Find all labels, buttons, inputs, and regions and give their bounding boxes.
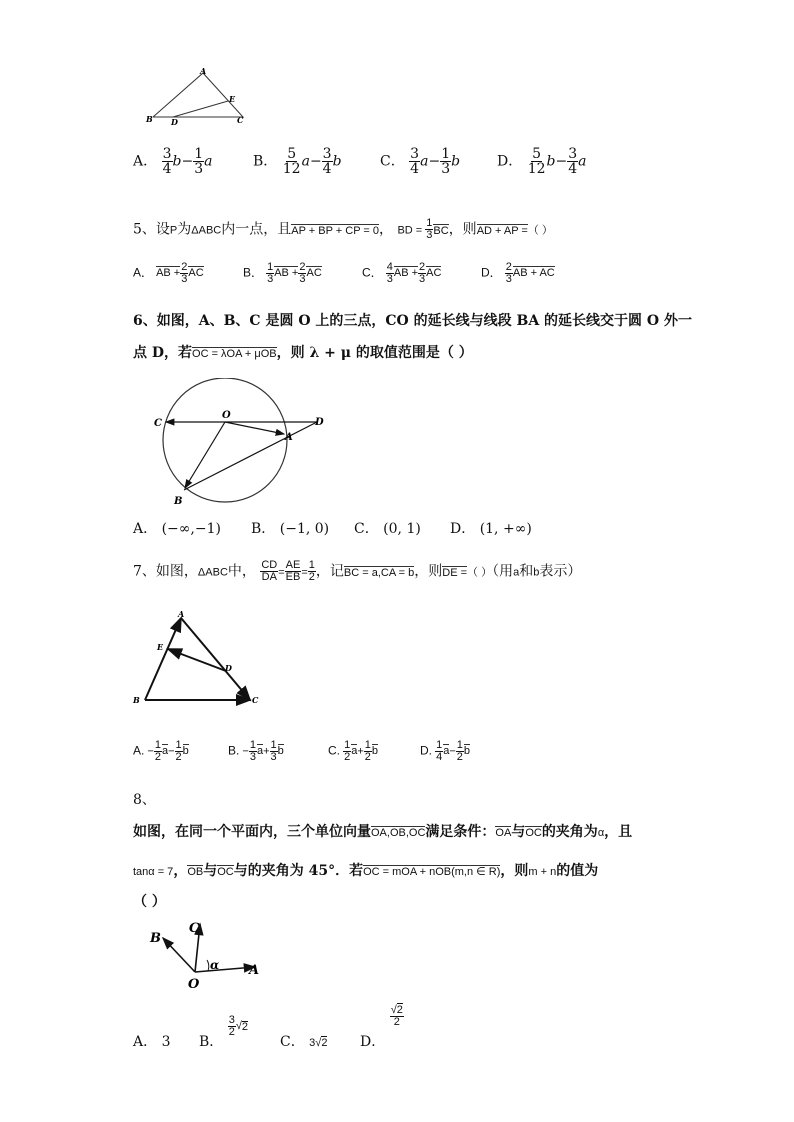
q6-label-c: C: [154, 418, 162, 429]
option-label: A．: [133, 153, 158, 170]
q8-stem-line1: 如图，在同一个平面内，三个单位向量OA,OB,OC满足条件：OA与OC的夹角为α，且: [133, 824, 633, 840]
fraction: $\frac{1}{3}$: [441, 146, 451, 177]
q5-option-b[interactable]: B． $\frac{1}{3}$ AB + $\frac{2}{3}$ AC: [243, 261, 322, 285]
q5-option-d[interactable]: D． $\frac{2}{3}$ AB + AC: [481, 261, 555, 285]
fraction: $\frac{1}{2}$: [456, 739, 463, 763]
option-label: B．: [253, 153, 278, 170]
fraction: $\frac{3}{4}$: [568, 146, 578, 177]
option-label: D．: [497, 153, 523, 170]
fraction: $\frac{4}{3}$: [386, 261, 393, 285]
q4-option-c[interactable]: C． $\frac{3}{4}$ a− $\frac{1}{3}$ b: [380, 146, 461, 177]
q8-stem-line2: tanα = 7，OB与OC与的夹角为 45°．若OC = mOA + nOB(m,n ∈ R)，则m + n的值为: [133, 863, 599, 879]
option-label: C．: [380, 153, 405, 170]
fraction: $\frac{1}{3}$: [194, 146, 204, 177]
fraction: $\frac{5}{12}$: [527, 146, 546, 177]
fraction: $\frac{2}{3}$: [505, 261, 512, 285]
q8-label-a: A: [249, 963, 260, 978]
fraction: $\frac{CD}{DA}$: [261, 559, 278, 583]
q6-label-a: A: [285, 432, 293, 443]
q8-vectors-figure: [145, 912, 270, 992]
fraction: $\frac{3}{4}$: [322, 146, 332, 177]
q5-option-c[interactable]: C． $\frac{4}{3}$ AB + $\frac{2}{3}$ AC: [362, 261, 442, 285]
q7-label-a: A: [178, 609, 185, 619]
q6-option-c[interactable]: C． (0, 1): [354, 521, 421, 537]
q8-label-c: C: [189, 921, 200, 936]
q7-triangle-figure: [130, 608, 265, 706]
fraction: $\frac{1}{3}$: [426, 217, 433, 241]
q7-option-b[interactable]: B. − $\frac{1}{3}$ a+ $\frac{1}{3}$ b: [228, 739, 284, 763]
q4-label-b: B: [146, 114, 153, 124]
q8-option-d[interactable]: D． $\frac{√2}{2}$: [360, 1004, 403, 1050]
fraction: $\frac{1}{2}$: [344, 739, 351, 763]
q7-label-e: E: [157, 642, 164, 652]
fraction: $\frac{3}{4}$: [410, 146, 420, 177]
q7-label-c: C: [252, 695, 259, 705]
q8-label-b: B: [150, 931, 161, 946]
fraction: $\frac{1}{2}$: [308, 559, 315, 583]
fraction: $\frac{1}{2}$: [364, 739, 371, 763]
fraction: $\frac{2}{3}$: [419, 261, 426, 285]
q6-label-o: O: [222, 410, 231, 421]
q4-label-c: C: [237, 115, 244, 125]
q8-number: 8、: [133, 792, 156, 808]
q7-label-b: B: [133, 695, 140, 705]
fraction: $\frac{1}{3}$: [249, 739, 256, 763]
fraction: $\frac{1}{4}$: [436, 739, 443, 763]
q8-option-b[interactable]: B． $\frac{3}{2}$ √ 2: [199, 1014, 249, 1050]
fraction: $\frac{AE}{EB}$: [285, 559, 301, 583]
fraction: $\frac{1}{3}$: [270, 739, 277, 763]
q4-option-b[interactable]: B． $\frac{5}{12}$ a− $\frac{3}{4}$ b: [253, 146, 342, 177]
q8-label-o: O: [188, 977, 200, 992]
q6-option-a[interactable]: A． (−∞,−1): [133, 521, 221, 537]
fraction: $\frac{1}{2}$: [154, 739, 161, 763]
fraction: $\frac{2}{3}$: [299, 261, 306, 285]
q4-triangle-figure: [143, 64, 253, 126]
q7-option-d[interactable]: D. $\frac{1}{4}$ a− $\frac{1}{2}$ b: [420, 739, 470, 763]
q6-circle-figure: [150, 378, 330, 508]
q7-option-c[interactable]: C. $\frac{1}{2}$ a+ $\frac{1}{2}$ b: [328, 739, 378, 763]
q6-label-b: B: [174, 496, 183, 507]
fraction: $\frac{2}{3}$: [181, 261, 188, 285]
q7-label-d: D: [225, 663, 232, 673]
q6-stem-line2: 点 D，若OC = λOA + μOB，则 λ + μ 的取值范围是（ ）: [133, 345, 473, 361]
fraction: $\frac{1}{2}$: [175, 739, 182, 763]
fraction: $\frac{1}{3}$: [267, 261, 274, 285]
q6-option-d[interactable]: D． (1, +∞): [450, 521, 532, 537]
q6-stem-line1: 6、如图，A、B、C 是圆 O 上的三点，CO 的延长线与线段 BA 的延长线交于圆 O 外一: [133, 313, 692, 329]
q4-label-a: A: [200, 66, 207, 76]
q7-option-a[interactable]: A. − $\frac{1}{2}$ a− $\frac{1}{2}$ b: [133, 739, 189, 763]
q5-stem: 5、设P为ΔABC内一点，且AP + BP + CP = 0， BD = $\frac{1}{3}$ BC，则AD + AP =（ ）: [133, 217, 553, 241]
q8-stem-line3: （ ）: [133, 894, 166, 910]
q4-option-d[interactable]: D． $\frac{5}{12}$ b− $\frac{3}{4}$ a: [497, 146, 587, 177]
q5-option-a[interactable]: A． AB + $\frac{2}{3}$ AC: [133, 261, 204, 285]
q8-option-a[interactable]: A． 3: [133, 1034, 171, 1050]
q6-label-d: D: [315, 417, 324, 428]
fraction: $\frac{3}{2}$: [228, 1014, 235, 1038]
q8-label-alpha: α: [210, 958, 220, 972]
fraction: $\frac{3}{4}$: [162, 146, 172, 177]
fraction: $\frac{√2}{2}$: [390, 1004, 403, 1028]
q6-option-b[interactable]: B． (−1, 0): [251, 521, 330, 537]
q8-option-c[interactable]: C． 3√2: [280, 1034, 328, 1050]
fraction: $\frac{5}{12}$: [282, 146, 301, 177]
q7-stem: 7、如图，ΔABC中， $\frac{CD}{DA}$ = $\frac{AE}{EB}$ = $\frac{1}{2}$ ，记BC = a,CA = b，则DE =（ ）（用a和b表示）: [133, 559, 582, 583]
q4-option-a[interactable]: A． $\frac{3}{4}$ b− $\frac{1}{3}$ a: [133, 146, 213, 177]
q4-label-d: D: [171, 117, 178, 126]
vector-equation: AP + BP + CP = 0: [291, 224, 379, 237]
q4-label-e: E: [229, 94, 236, 104]
